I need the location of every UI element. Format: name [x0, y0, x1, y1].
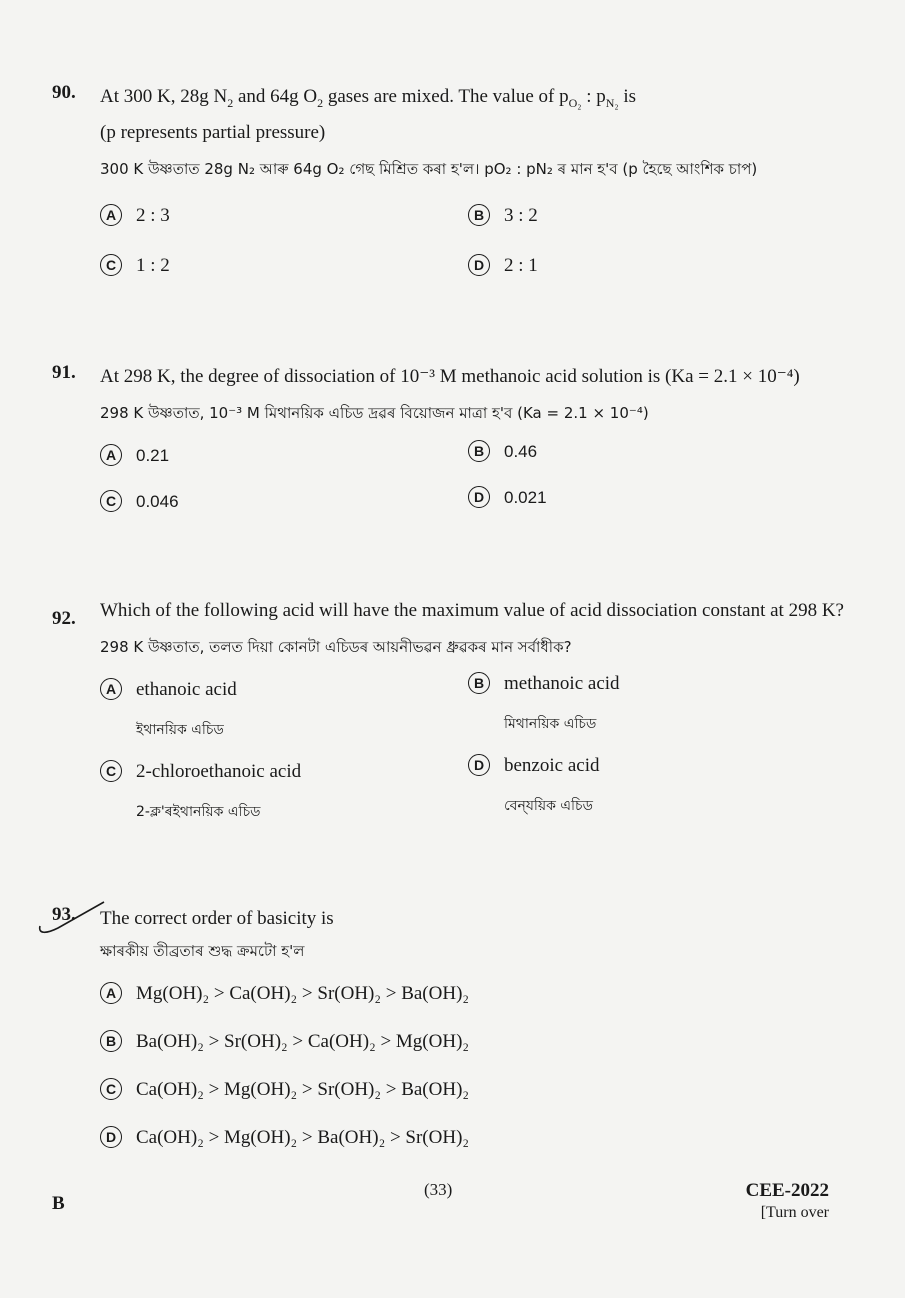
option-circle[interactable]: B — [100, 1030, 122, 1052]
option-b[interactable] — [468, 672, 620, 734]
option-b[interactable] — [100, 1030, 469, 1054]
option-text: 0.21 — [136, 446, 170, 465]
question-body — [100, 904, 852, 1166]
options — [100, 672, 852, 842]
stem-part: and 64g O — [233, 86, 318, 107]
option-circle[interactable]: D — [468, 254, 490, 276]
question-text-bn: ক্ষাৰকীয় তীব্ৰতাৰ শুদ্ধ ক্ৰমটো হ'ল — [100, 942, 305, 960]
option-text: 1 : 2 — [136, 254, 170, 276]
option-circle[interactable]: C — [100, 760, 122, 782]
option-text: Ca(OH)₂ > Mg(OH)₂ > Ba(OH)₂ > Sr(OH)₂ — [136, 1127, 470, 1148]
option-text: 0.46 — [504, 442, 538, 461]
option-c[interactable] — [100, 490, 179, 514]
option-text: 2 : 3 — [136, 204, 170, 226]
option-circle[interactable]: B — [468, 440, 490, 462]
stem-sub: 2 — [317, 95, 324, 110]
option-circle[interactable]: D — [468, 754, 490, 776]
question-text-bn: 298 K উষ্ণতাত, তলত দিয়া কোনটা এচিডৰ আয়নীভৱন ধ্ৰুৱকৰ মান সৰ্বাধীক? — [100, 638, 572, 656]
question-number: 90. — [52, 82, 76, 103]
option-circle[interactable]: B — [468, 672, 490, 694]
option-d[interactable] — [468, 486, 547, 510]
option-circle[interactable]: C — [100, 490, 122, 512]
question-text-bn: 298 K উষ্ণতাত, 10⁻³ M মিথানয়িক এচিড দ্ৰৱৰ বিয়োজন মাত্ৰা হ'ব (Ka = 2.1 × 10⁻⁴) — [100, 404, 649, 422]
option-a[interactable] — [100, 204, 170, 228]
question-text-en: Which of the following acid will have the maximum value of acid dissociation constant at 298 K? — [100, 600, 844, 621]
question-text-en — [100, 82, 852, 148]
turn-over-note: [Turn over — [760, 1204, 829, 1221]
footer-right — [746, 1180, 829, 1222]
options — [100, 194, 852, 294]
option-d[interactable] — [468, 754, 599, 816]
option-a[interactable] — [100, 678, 237, 740]
option-circle[interactable]: A — [100, 982, 122, 1004]
stem-part: : p — [581, 86, 606, 107]
stem-note: (p represents partial pressure) — [100, 121, 326, 143]
option-circle[interactable]: A — [100, 444, 122, 466]
option-text: 3 : 2 — [504, 204, 538, 226]
question-number: 91. — [52, 362, 76, 383]
option-text-bn: মিথানয়িক এচিড — [504, 716, 597, 732]
question-text-bn: 300 K উষ্ণতাত 28g N₂ আৰু 64g O₂ গেছ মিশ্ৰিত কৰা হ'ল। pO₂ : pN₂ ৰ মান হ'ব (p হৈছে আংশিক চাপ) — [100, 159, 758, 178]
exam-code: CEE-2022 — [745, 1180, 829, 1201]
option-a[interactable] — [100, 444, 169, 468]
stem-sub: 2 — [227, 95, 234, 110]
options — [100, 438, 852, 538]
option-circle[interactable]: A — [100, 678, 122, 700]
option-text-bn: 2-ক্ল'ৰইথানয়িক এচিড — [136, 804, 261, 820]
option-text-en: methanoic acid — [504, 673, 620, 694]
option-text — [136, 678, 237, 740]
option-circle[interactable]: D — [100, 1126, 122, 1148]
option-text: Ba(OH)₂ > Sr(OH)₂ > Ca(OH)₂ > Mg(OH)₂ — [136, 1031, 470, 1052]
option-circle[interactable]: D — [468, 486, 490, 508]
option-text-en: ethanoic acid — [136, 679, 237, 700]
option-text-bn: ইথানয়িক এচিড — [136, 722, 224, 738]
stem-sub: N₂ — [605, 95, 619, 110]
option-circle[interactable]: C — [100, 254, 122, 276]
option-circle[interactable]: C — [100, 1078, 122, 1100]
page-number: (33) — [424, 1180, 453, 1199]
question-text-en: At 298 K, the degree of dissociation of 10⁻³ M methanoic acid solution is (Ka = 2.1 × 10⁻⁴) — [100, 366, 800, 387]
stem-part: gases are mixed. The value of p — [323, 86, 569, 107]
booklet-set: B — [52, 1193, 65, 1214]
question-text-en: The correct order of basicity is — [100, 908, 334, 929]
option-c[interactable] — [100, 760, 301, 822]
question-body — [100, 362, 852, 538]
question-body — [100, 596, 852, 842]
option-text: 0.021 — [504, 488, 547, 507]
option-text: 0.046 — [136, 492, 179, 511]
stem-part: is — [618, 86, 637, 107]
option-circle[interactable]: B — [468, 204, 490, 226]
option-text: Ca(OH)₂ > Mg(OH)₂ > Sr(OH)₂ > Ba(OH)₂ — [136, 1079, 470, 1100]
option-text-bn: বেন্‌যয়িক এচিড — [504, 798, 593, 814]
option-d[interactable] — [468, 254, 538, 278]
option-text: 2 : 1 — [504, 254, 538, 276]
option-text — [504, 754, 599, 816]
option-text-en: 2-chloroethanoic acid — [136, 761, 302, 782]
option-text-en: benzoic acid — [504, 755, 600, 776]
option-c[interactable] — [100, 254, 170, 278]
option-text: Mg(OH)₂ > Ca(OH)₂ > Sr(OH)₂ > Ba(OH)₂ — [136, 983, 470, 1004]
options — [100, 976, 852, 1166]
option-b[interactable] — [468, 204, 538, 228]
option-text — [504, 672, 620, 734]
stem-sub: O₂ — [568, 95, 582, 110]
stem-part: At 300 K, 28g N — [100, 86, 228, 107]
option-d[interactable] — [100, 1126, 469, 1150]
option-circle[interactable]: A — [100, 204, 122, 226]
question-body — [100, 82, 852, 294]
option-a[interactable] — [100, 982, 469, 1006]
option-b[interactable] — [468, 440, 537, 464]
question-number: 92. — [52, 608, 76, 629]
option-c[interactable] — [100, 1078, 469, 1102]
question-number: 93. — [52, 904, 76, 925]
option-text — [136, 760, 301, 822]
